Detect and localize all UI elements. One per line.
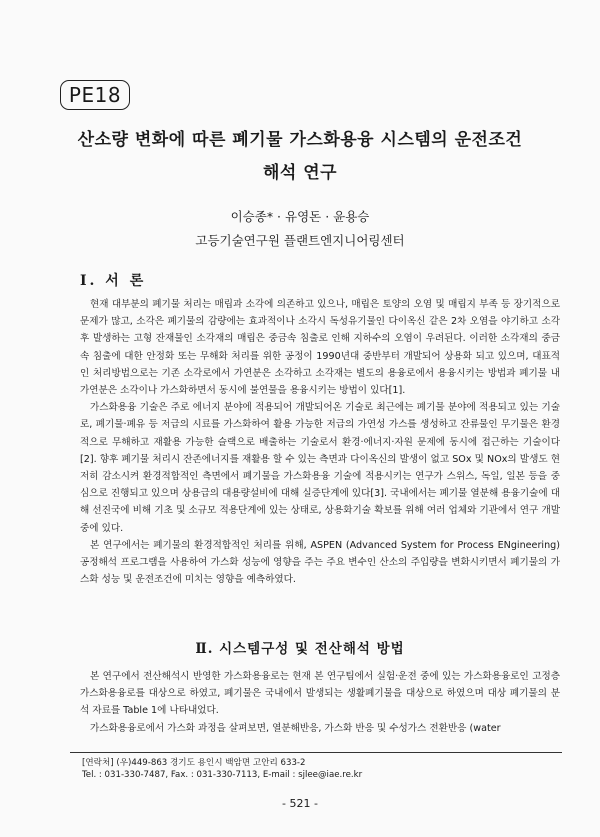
contact-address: [연락처] (우)449-863 경기도 용인시 백암면 고안리 633-2 bbox=[82, 758, 306, 768]
paragraph: 가스화용융로에서 가스화 과정을 살펴보면, 열분해반응, 가스화 반응 및 수성가스 전환반응 (water bbox=[90, 722, 501, 734]
paper-code: PE18 bbox=[68, 83, 122, 107]
paper-title-line2: 해석 연구 bbox=[262, 163, 338, 183]
contact-phone-email: Tel. : 031-330-7487, Fax. : 031-330-7113, E-mail : sjlee@iae.re.kr bbox=[82, 770, 363, 780]
page-number: - 521 - bbox=[282, 797, 318, 810]
paragraph: 본 연구에서는 폐기물의 환경적합적인 처리를 위해, ASPEN (Advanced System for Process ENgineering) 공정해석 프로그램을 사용하여 가스화 성능에 영향을 주는 주요 변수인 산소의 주입량을 변화시키면서 폐기물의 가스화 성능 및 운전조건에 미치는 영향을 예측하였다. bbox=[80, 539, 560, 586]
section-body-method bbox=[80, 668, 560, 737]
paper-title-line1: 산소량 변화에 따른 폐기물 가스화용융 시스템의 운전조건 bbox=[77, 130, 523, 150]
section-heading-method: Ⅱ. 시스템구성 및 전산해석 방법 bbox=[195, 641, 405, 657]
paragraph: 본 연구에서 전산해석시 반영한 가스화용융로는 현재 본 연구팀에서 실험·운전 중에 있는 가스화용융로인 고정층 가스화용융로를 대상으로 하였고, 폐기물은 국내에서 발생되는 생활폐기물을 대상으로 하였으며 대상 폐기물의 분석 자료를 Table 1에 나타내었다. bbox=[80, 671, 560, 717]
section-body-introduction bbox=[80, 296, 560, 588]
footnote-divider bbox=[70, 752, 562, 753]
affiliation: 고등기술연구원 플랜트엔지니어링센터 bbox=[195, 233, 405, 248]
paragraph: 가스화용융 기술은 주로 에너지 분야에 적용되어 개발되어온 기술로 최근에는 폐기물 분야에 적용되고 있는 기술로, 폐기물·폐유 등 저급의 시료를 가스화하여 활용 가능한 저급의 가연성 가스를 생성하고 잔류물인 무기물은 환경적으로 무해하고 재활용 가능한 슬랙으로 배출하는 기술로서 환경·에너지·자원 문제에 동시에 접근하는 기술이다[2]. 향후 폐기물 처리시 잔존에너지를 재활용 할 수 있는 측면과 다이옥신의 발생이 없고 SOx 및 NOx의 발생도 현저히 감소시켜 환경적합적인 측면에서 폐기물을 가스화용융 기술에 적용시키는 연구가 스위스, 독일, 일본 등을 중심으로 진행되고 있으며 상용급의 대용량설비에 대해 실증단계에 있다[3]. 국내에서는 폐기물 열분해 용융기술에 대해 선진국에 비해 기초 및 소규모 적용단계에 있는 상태로, 상용화기술 확보를 위해 여러 업체와 기관에서 연구 개발 중에 있다. bbox=[80, 402, 560, 534]
author-list: 이승종* · 유영돈 · 윤용승 bbox=[230, 209, 370, 224]
paragraph: 현재 대부분의 폐기물 처리는 매립과 소각에 의존하고 있으나, 매립은 토양의 오염 및 매립지 부족 등 장기적으로 문제가 많고, 소각은 폐기물의 감량에는 효과적이나 소각시 독성유기물인 다이옥신 같은 2차 오염을 야기하고 소각 후 발생하는 고형 잔재물인 소각재의 매립은 중금속 침출로 인해 지하수의 오염이 우려된다. 이러한 소각재의 중금속 침출에 대한 안정화 또는 무해화 처리를 위한 공정이 1990년대 중반부터 개발되어 상용화 되고 있으며, 대표적인 처리방법으로는 기존 소각로에서 가연분은 소각하고 소각재는 별도의 용융로에서 용융시키는 방법과 폐기물 내 가연분은 소각이나 가스화하면서 동시에 불연물을 용융시키는 방법이 있다[1]. bbox=[80, 299, 560, 397]
section-heading-introduction: Ⅰ. 서 론 bbox=[80, 273, 147, 289]
paper-code-badge bbox=[60, 80, 130, 110]
